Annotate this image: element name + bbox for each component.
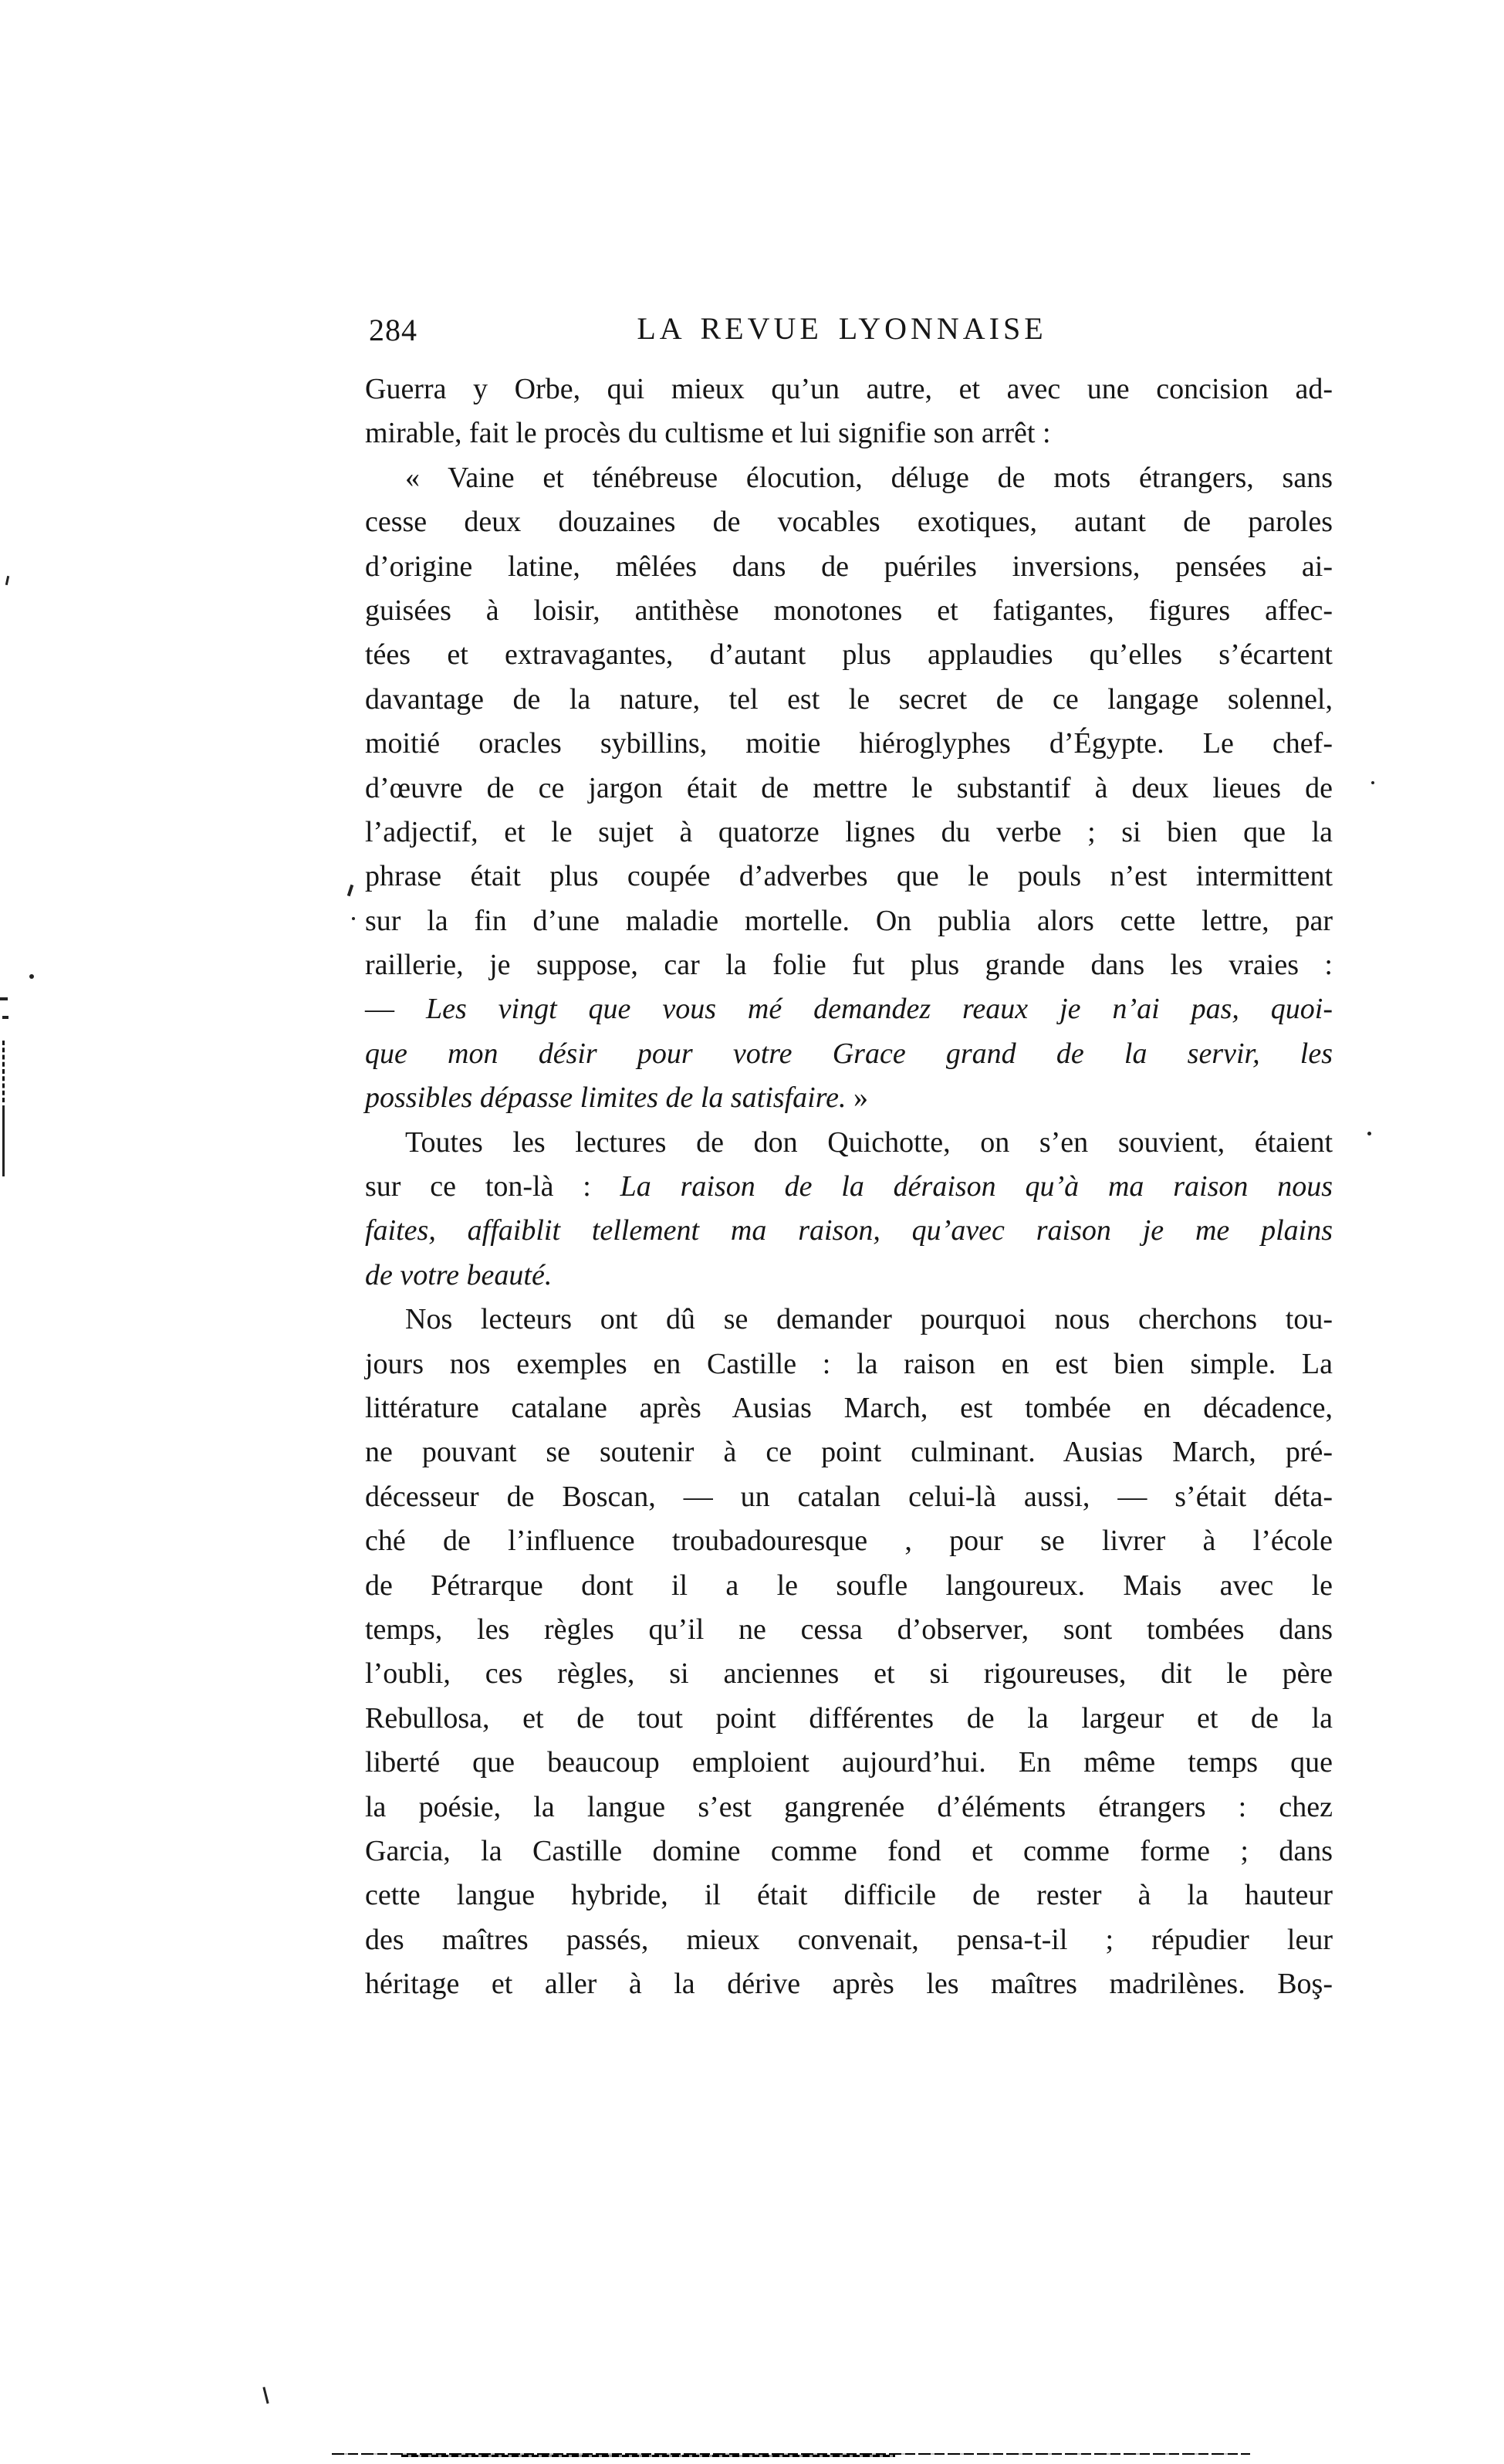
text-line — [365, 589, 1333, 633]
text-segment: ne pouvant se soutenir à ce point culminant. Ausias March, pré- — [365, 1436, 1333, 1469]
text-line — [365, 456, 1333, 500]
scan-artifact-line — [2, 1105, 5, 1176]
scan-artifact-slash — [262, 2387, 269, 2404]
text-segment: « Vaine et ténébreuse élocution, déluge de mots étrangers, sans — [405, 461, 1333, 494]
text-line — [365, 987, 1333, 1031]
text-segment: tées et extravagantes, d’autant plus applaudies qu’elles s’écartent — [365, 638, 1333, 672]
text-line — [365, 1076, 1333, 1120]
text-line — [365, 1918, 1333, 1962]
text-segment: d’œuvre de ce jargon était de mettre le substantif à deux lieues de — [365, 771, 1333, 804]
text-segment: moitié oracles sybillins, moitie hiéroglyphes d’Égypte. Le chef- — [365, 727, 1333, 760]
text-segment: héritage et aller à la dérive après les maîtres madrilènes. Boş- — [365, 1968, 1333, 2001]
scan-artifact-bottom-edge — [401, 2455, 895, 2457]
text-segment: liberté que beaucoup emploient aujourd’hui. En même temps que — [365, 1746, 1333, 1779]
text-line — [365, 943, 1333, 987]
text-line — [365, 1829, 1333, 1873]
text-segment-italic: de votre beauté. — [365, 1258, 553, 1291]
scan-artifact-apostrophe — [347, 885, 353, 897]
text-line — [365, 855, 1333, 899]
text-segment: Guerra y Orbe, qui mieux qu’un autre, et avec une concision ad- — [365, 373, 1333, 405]
text-segment: décesseur de Boscan, — un catalan celui-là aussi, — s’était déta- — [365, 1480, 1333, 1513]
text-segment-italic: Les vingt que vous mé demandez reaux je n’ai pas, quoi- — [425, 993, 1333, 1026]
text-segment: Toutes les lectures de don Quichotte, on s’en souvient, étaient — [405, 1125, 1333, 1159]
text-line — [365, 545, 1333, 589]
text-line — [365, 767, 1333, 811]
text-line — [365, 811, 1333, 855]
text-segment: Nos lecteurs ont dû se demander pourquoi nous cherchons tou- — [405, 1303, 1333, 1336]
text-segment-italic: possibles dépasse limites de la satisfaire. — [365, 1081, 847, 1115]
text-line — [365, 1298, 1333, 1342]
text-segment: l’adjectif, et le sujet à quatorze lignes du verbe ; si bien que la — [365, 815, 1333, 848]
text-segment: phrase était plus coupée d’adverbes que le pouls n’est intermittent — [365, 860, 1333, 893]
text-line — [365, 1697, 1333, 1741]
scan-artifact-dot — [29, 974, 34, 979]
text-line — [365, 1608, 1333, 1652]
journal-title: LA REVUE LYONNAISE — [637, 311, 1047, 346]
scan-artifact-tick — [2, 1016, 8, 1019]
scan-artifact-dot — [352, 917, 355, 920]
text-line — [365, 678, 1333, 722]
text-segment: jours nos exemples en Castille : la raison en est bien simple. La — [365, 1347, 1333, 1380]
text-segment-italic: La raison de la déraison qu’à ma raison nous — [620, 1170, 1333, 1203]
text-segment: cette langue hybride, il était difficile de rester à la hauteur — [365, 1879, 1333, 1912]
text-segment: davantage de la nature, tel est le secret de ce langage solennel, — [365, 682, 1333, 716]
text-line — [365, 1652, 1333, 1696]
text-segment-italic: faites, affaiblit tellement ma raison, qu’avec raison je me plains — [365, 1214, 1333, 1247]
scan-artifact-margin-tick — [5, 576, 9, 585]
text-line — [365, 411, 1333, 455]
text-segment: mirable, fait le procès du cultisme et lui signifie son arrêt : — [365, 417, 1051, 450]
text-line — [365, 1254, 1333, 1298]
text-segment: » — [846, 1081, 868, 1115]
text-segment: de Pétrarque dont il a le soufle langoureux. Mais avec le — [365, 1569, 1333, 1602]
text-line — [365, 1519, 1333, 1563]
text-segment: l’oubli, ces règles, si anciennes et si rigoureuses, dit le père — [365, 1657, 1333, 1691]
scan-artifact-tick — [0, 997, 8, 1000]
page-text — [365, 367, 1333, 2006]
text-line — [365, 1386, 1333, 1430]
text-line — [365, 1209, 1333, 1253]
page-header — [351, 310, 1333, 349]
text-line — [365, 1032, 1333, 1076]
text-line — [365, 500, 1333, 544]
text-line — [365, 633, 1333, 677]
text-segment: ché de l’influence troubadouresque , pour se livrer à l’école — [365, 1525, 1333, 1558]
text-line — [365, 1165, 1333, 1209]
text-line — [365, 722, 1333, 766]
scan-artifact-dashed-line — [2, 1041, 5, 1102]
text-segment: la poésie, la langue s’est gangrenée d’éléments étrangers : chez — [365, 1790, 1333, 1823]
text-line — [365, 1962, 1333, 2006]
scan-artifact-dot — [1367, 1132, 1371, 1136]
text-segment: littérature catalane après Ausias March, est tombée en décadence, — [365, 1391, 1333, 1424]
text-line — [365, 367, 1333, 411]
scan-artifact-dot — [1371, 781, 1374, 784]
text-segment: guisées à loisir, antithèse monotones et fatigantes, figures affec- — [365, 594, 1333, 627]
text-segment: des maîtres passés, mieux convenait, pensa-t-il ; répudier leur — [365, 1923, 1333, 1956]
text-segment: — — [365, 993, 426, 1026]
text-segment: sur ce ton-là : — [365, 1170, 620, 1203]
text-line — [365, 1785, 1333, 1829]
text-line — [365, 899, 1333, 943]
text-line — [365, 1475, 1333, 1519]
text-line — [365, 1741, 1333, 1785]
text-segment: raillerie, je suppose, car la folie fut plus grande dans les vraies : — [365, 949, 1333, 982]
text-segment: temps, les règles qu’il ne cessa d’observer, sont tombées dans — [365, 1613, 1333, 1646]
text-line — [365, 1564, 1333, 1608]
text-line — [365, 1430, 1333, 1474]
text-segment: cesse deux douzaines de vocables exotiques, autant de paroles — [365, 506, 1333, 539]
text-segment: Rebullosa, et de tout point différentes de la largeur et de la — [365, 1701, 1333, 1735]
page-number: 284 — [369, 313, 417, 347]
text-line — [365, 1342, 1333, 1386]
text-segment: d’origine latine, mêlées dans de puériles inversions, pensées ai- — [365, 550, 1333, 583]
text-segment: Garcia, la Castille domine comme fond et comme forme ; dans — [365, 1834, 1333, 1867]
text-line — [365, 1873, 1333, 1917]
text-segment-italic: que mon désir pour votre Grace grand de la servir, les — [365, 1037, 1333, 1070]
text-line — [365, 1121, 1333, 1165]
text-segment: sur la fin d’une maladie mortelle. On publia alors cette lettre, par — [365, 904, 1333, 937]
